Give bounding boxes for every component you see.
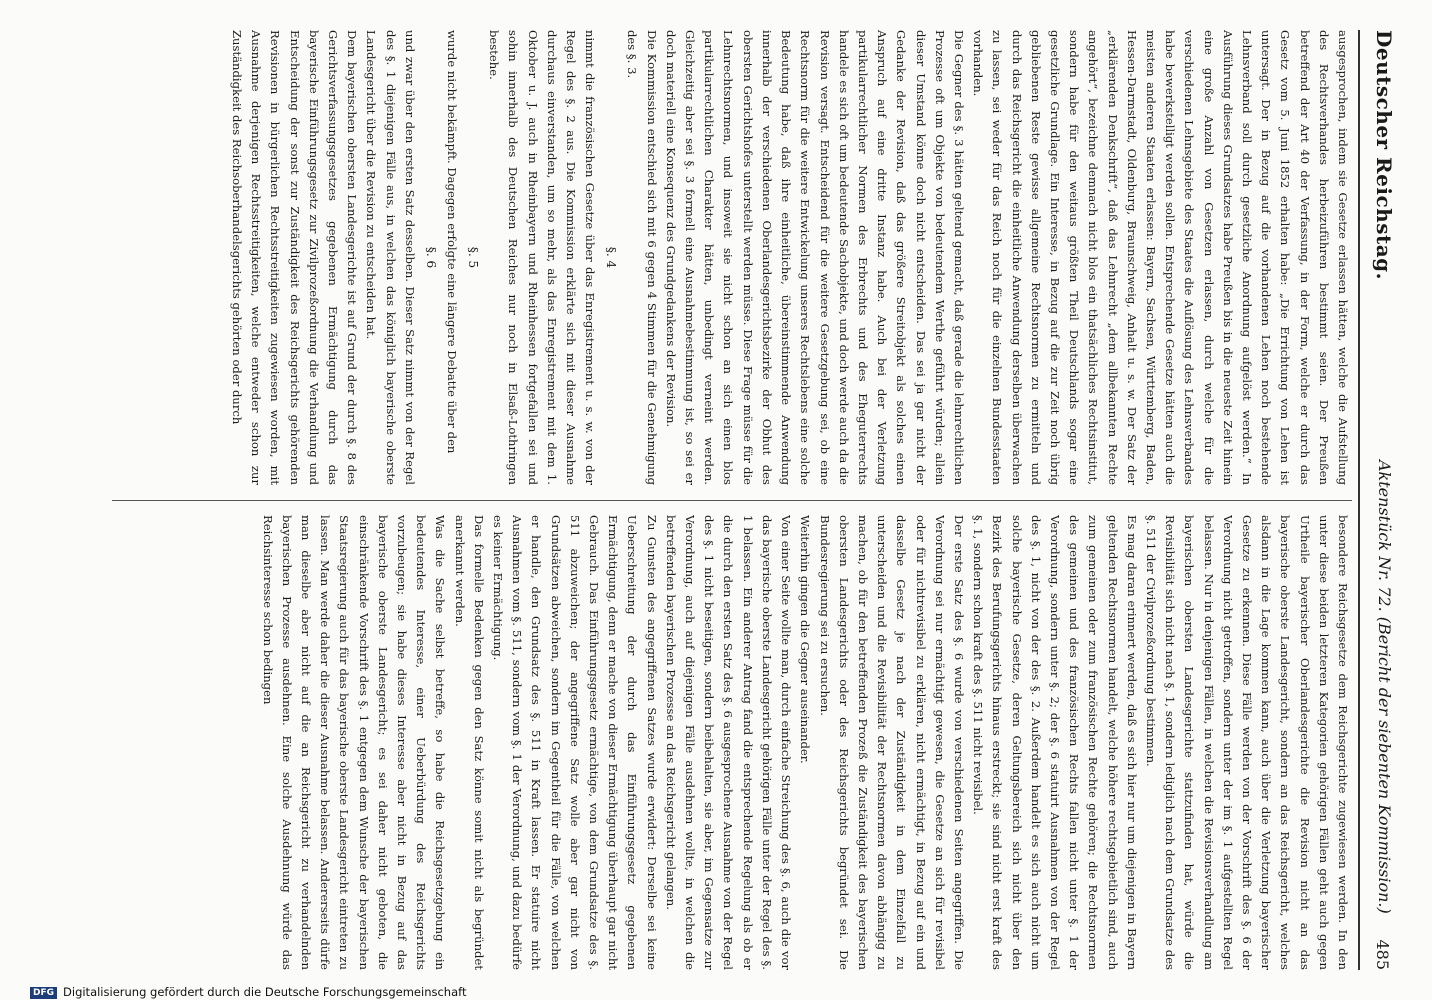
paragraph: und zwar über den ersten Satz desselben. Dieser Satz nimmt von der Regel des §. 1 diejenigen Fälle aus, in welchen das königlich bayerische oberste Landesgericht über die Revision zu entscheiden hat. — [364, 30, 417, 485]
left-text-column — [112, 30, 1352, 485]
header-document-number — [1375, 460, 1394, 914]
paragraph: Dem bayerischen obersten Landesgerichte ist auf Grund der durch §. 8 des Gerichtsverfassungsgesetzes gegebenen Ermächtigung durch das bayerische Einführungsgesetz zur Zivilprozeßordnung die Verhandlung und Entscheidung der sonst zur Zuständigkeit des Reichsgerichts gehörenden Revisionen in bürgerlichen Rechtsstreitigkeiten zugewiesen worden, mit Ausnahme derjenigen Rechtsstreitigkeiten, welche entweder schon zur Zuständigkeit des Reichsoberhandelsgerichts gehörten oder durch — [230, 30, 360, 485]
header-aktenstueck: Aktenstück Nr. 72. — [1375, 460, 1394, 612]
paragraph: wurde nicht bekämpft. Dagegen erfolgte eine längere Debatte über den — [445, 30, 460, 454]
paragraph: Das formelle Bedenken gegen den Satz könne somit nicht als begründet anerkannt werden. — [452, 515, 486, 970]
paragraph: Weiterhin gingen die Gegner auseinander. — [798, 515, 813, 764]
right-text-column — [112, 515, 1352, 970]
paragraph: nimmt die französischen Gesetze über das Enregistrement u. s. w. von der Regel des §. 2 aus. Die Kommission erklärte sich mit dieser Ausnahme durchaus einverstanden, um so mehr, als das Enregistrement mit dem 1. Oktober u. J. auch in Rheinbayern und Rheinhessen fortgefallen sei und sohin innerhalb des Deutschen Reiches nur noch in Elsaß-Lothringen bestehe. — [487, 30, 598, 485]
header-subtitle: (Bericht der siebenten Kommission.) — [1375, 616, 1394, 914]
column-divider — [112, 500, 1352, 501]
paragraph: Die Gegner des §. 3 hätten geltend gemacht, daß gerade die lehnrechtlichen Prozesse oft um Objekte von bedeutendem Werthe geführt würden; allein dieser Umstand könne doch nicht entscheiden. Das sei ja gar nicht der Gedanke der Revision, daß das größere Streitobjekt als solches einen Anspruch auf eine dritte Instanz habe. Auch bei der Verletzung partikularrechtlicher Normen des Erbrechts und des Eheguterrechts handele es sich oft um bedeutende Sachobjekte, und doch werde auch da die Revision versagt. Entscheidend für die weitere Gesetzgebung sei, ob eine Rechtsnorm für die weitere Entwickelung unseres Rechtslebens eine solche Bedeutung habe, daß ihre einheitliche, übereinstimmende Anwendung innerhalb der verschiedenen Oberlandesgerichtsbezirke der Obhut des obersten Gerichtshofes unterstellt werden müsse. Diese Frage müsse für die Lehnrechtsnormen, und insoweit sie nicht schon an sich einen blos partikularrechtlichen Charakter hätten, unbedingt verneint werden. Gleichzeitig aber sei §. 3 formell eine Ausnahmebestimmung ist, so sei er doch materiell eine Konsequenz des Grundgedankens der Revision. — [663, 30, 966, 485]
page-header — [1364, 30, 1402, 970]
paragraph: ausgesprochen, indem sie Gesetze erlassen hätten, welche die Aufstellung des Rechtsverhandes herbeizuführen bestimmt seien. Der Preußen betreffend der Art 40 der Verfassung, in der Form, welche er durch das Gesetz vom 5. Juni 1852 erhalten habe: „Die Errichtung von Lehen ist untersagt. Der in Bezug auf die vorhandenen Lehen noch bestehende Lehnsverband soll durch gesetzliche Anordnung aufgelöst werden.“ In Ausführung dieses Grundsatzes habe Preußen bis in die neueste Zeit hinein eine große Anzahl von Gesetzen erlassen, durch welche für die verschiedenen Lehnsgebiete des Staates die Auflösung des Lehnsverbandes habe bewerkstelligt werden sollen. Entsprechende Gesetze hätten auch die meisten anderen Staaten erlassen: Bayern, Sachsen, Württemberg, Baden, Hessen-Darmstadt, Oldenburg, Braunschweig, Anhalt u. s. w. Der Satz der „erklärenden Denkschrift“, daß das Lehnrecht „dem allbekannten Rechte angehört“, bezeichne demnach nicht blos ein thatsächliches Rechtsinstitut, sondern habe für den weitaus größten Theil Deutschlands sogar eine gesetzliche Grundlage. Ein Interesse, in Bezug auf die zur Zeit noch übrig gebliebenen Reste gewisse allgemeine Rechtsnormen zu ermitteln und durch das Reichsgericht die einheitliche Anwendung derselben überwachen zu lassen, sei weder für das Reich noch für die einzelnen Bundesstaaten vorhanden. — [971, 30, 1350, 485]
paragraph: Zu Gunsten des angegriffenen Satzes wurde erwidert: Derselbe sei keine Ueberschreitung der durch das Einführungsgesetz gegebenen Ermächtigung, denn er mache von dieser Ermächtigung überhaupt gar nicht Gebrauch. Das Einführungsgesetz ermächtige, von dem Grundsatze des §. 511 abzuweichen; der angegriffene Satz wolle aber gar nicht von Grundsätzen abweichen, sondern im Gegentheil für die Fälle, von welchen er handle, den Grundsatz des §. 511 in Kraft lassen. Er statuire nicht Ausnahmen vom §. 511, sondern vom §. 1 der Verordnung, und dazu bedürfe es keiner Ermächtigung. — [491, 515, 659, 970]
footer-credit — [30, 985, 466, 999]
paragraph: Was die Sache selbst betreffe, so habe die Reichsgesetzgebung ein bedeutendes Interesse, einer Ueberbürdung des Reichsgerichts vorzubeugen; sie habe dieses Interesse aber nicht in Bezug auf das bayerische oberste Landesgericht; es sei daher nicht geboten, die einschränkende Vorschrift des §. 1 entgegen dem Wunsche der bayerischen Staatsregierung auch für das bayerische oberste Landesgericht eintreten zu lassen. Man werde daher die dieser Ausnahme belassen. Andererseits dürfe man dieselbe aber nicht auf die an Reichsgericht zu verhandelnden bayerischen Prozesse ausdehnen. Eine solche Ausdehnung würde das Reichsinteresse schon bedingen — [260, 515, 448, 970]
page-number: 485 — [1373, 939, 1392, 970]
paragraph: Der erste Satz des §. 6 wurde von verschiedenen Seiten angegriffen. Die Verordnung sei nur ermächtigt gewesen, die Gesetze an sich für revisibel oder für nichtrevisibel zu erklären, nicht ermächtigt, in Bezug auf ein und dasselbe Gesetz je nach der Zuständigkeit in dem Einzelfall zu unterscheiden und die Revisibilität der Rechtsnormen davon abhängig zu machen, ob für den betreffenden Prozeß die Zuständigkeit des bayerischen obersten Landesgerichts oder des Reichsgerichts begründet sei. Die Bundesregierung sei zu ersuchen. — [817, 515, 966, 970]
section-heading: §. 5 — [466, 246, 481, 269]
section-heading: §. 4 — [604, 246, 619, 269]
paragraph: Von einer Seite wollte man, durch einfache Streichung des §. 6, auch die vor das bayerische oberste Landesgericht gehörigen Fälle unter der Regel des §. 1 belassen. Ein anderer Antrag fand die entsprechende Regelung als ob er die durch den ersten Satz des §. 6 ausgesprochene Ausnahme von der Regel des §. 1 nicht beseitigen, sondern beibehalten, sie aber, im Gegensatze zur Verordnung, auch auf diejenigen Fälle ausdehnen wollte, in welchen die betreffenden bayerischen Prozesse an das Reichsgericht gelangen. — [663, 515, 794, 970]
paragraph: besondere Reichsgesetze dem Reichsgerichte zugewiesen werden. In den unter diese beiden letzteren Kategorien gehörigen Fällen geht auch gegen Urtheile bayerischer Oberlandesgerichte die Revision nicht an das bayerische oberste Landesgericht, sondern an das Reichsgericht, welches alsdann in die Lage kommen kann, auch über die Verletzung bayerischer Gesetze zu erkennen. Diese Fälle werden von der Vorschrift des §. 6 der Verordnung nicht getroffen, sondern unter der im §. 1 aufgestellten Regel belassen. Nur in denjenigen Fällen, in welchen die Revisionsverhandlung am bayerischen obersten Landesgerichte stattzufinden hat, würde die Revisibilität sich nicht nach §. 1, sondern lediglich nach dem Grundsatze des §. 511 der Civilprozeßordnung bestimmen. — [1143, 515, 1350, 970]
header-publication: Deutscher Reichstag. — [1372, 30, 1396, 281]
section-heading: §. 6 — [423, 246, 438, 269]
footer-text: Digitalisierung gefördert durch die Deutsche Forschungsgemeinschaft — [63, 985, 467, 999]
paragraph: Es mag daran erinnert werden, daß es sich hier nur um diejenigen in Bayern geltenden Rechtsnormen handelt, welche höhere rechtsgebietlich sind, auch zum gemeinen oder zum französischen Rechte gehören; die Rechtsnormen des gemeinen und des französischen Rechts fallen nicht unter §. 1 der Verordnung, sondern unter §. 2; der §. 6 statuirt Ausnahmen von der Regel des §. 1, nicht von der des §. 2. Außerdem handelt es sich auch nicht um solche bayerische Gesetze, deren Geltungsbereich sich nicht über den Bezirk des Berufungsgerichts hinaus erstreckt; sie sind nicht erst kraft des §. 1, sondern schon kraft des §. 511 nicht revisibel. — [971, 515, 1139, 970]
dfg-logo: DFG — [30, 987, 57, 999]
header-rule — [1358, 30, 1360, 970]
paragraph: Die Kommission entschied sich mit 6 gegen 4 Stimmen für die Genehmigung des §. 3. — [625, 30, 659, 485]
